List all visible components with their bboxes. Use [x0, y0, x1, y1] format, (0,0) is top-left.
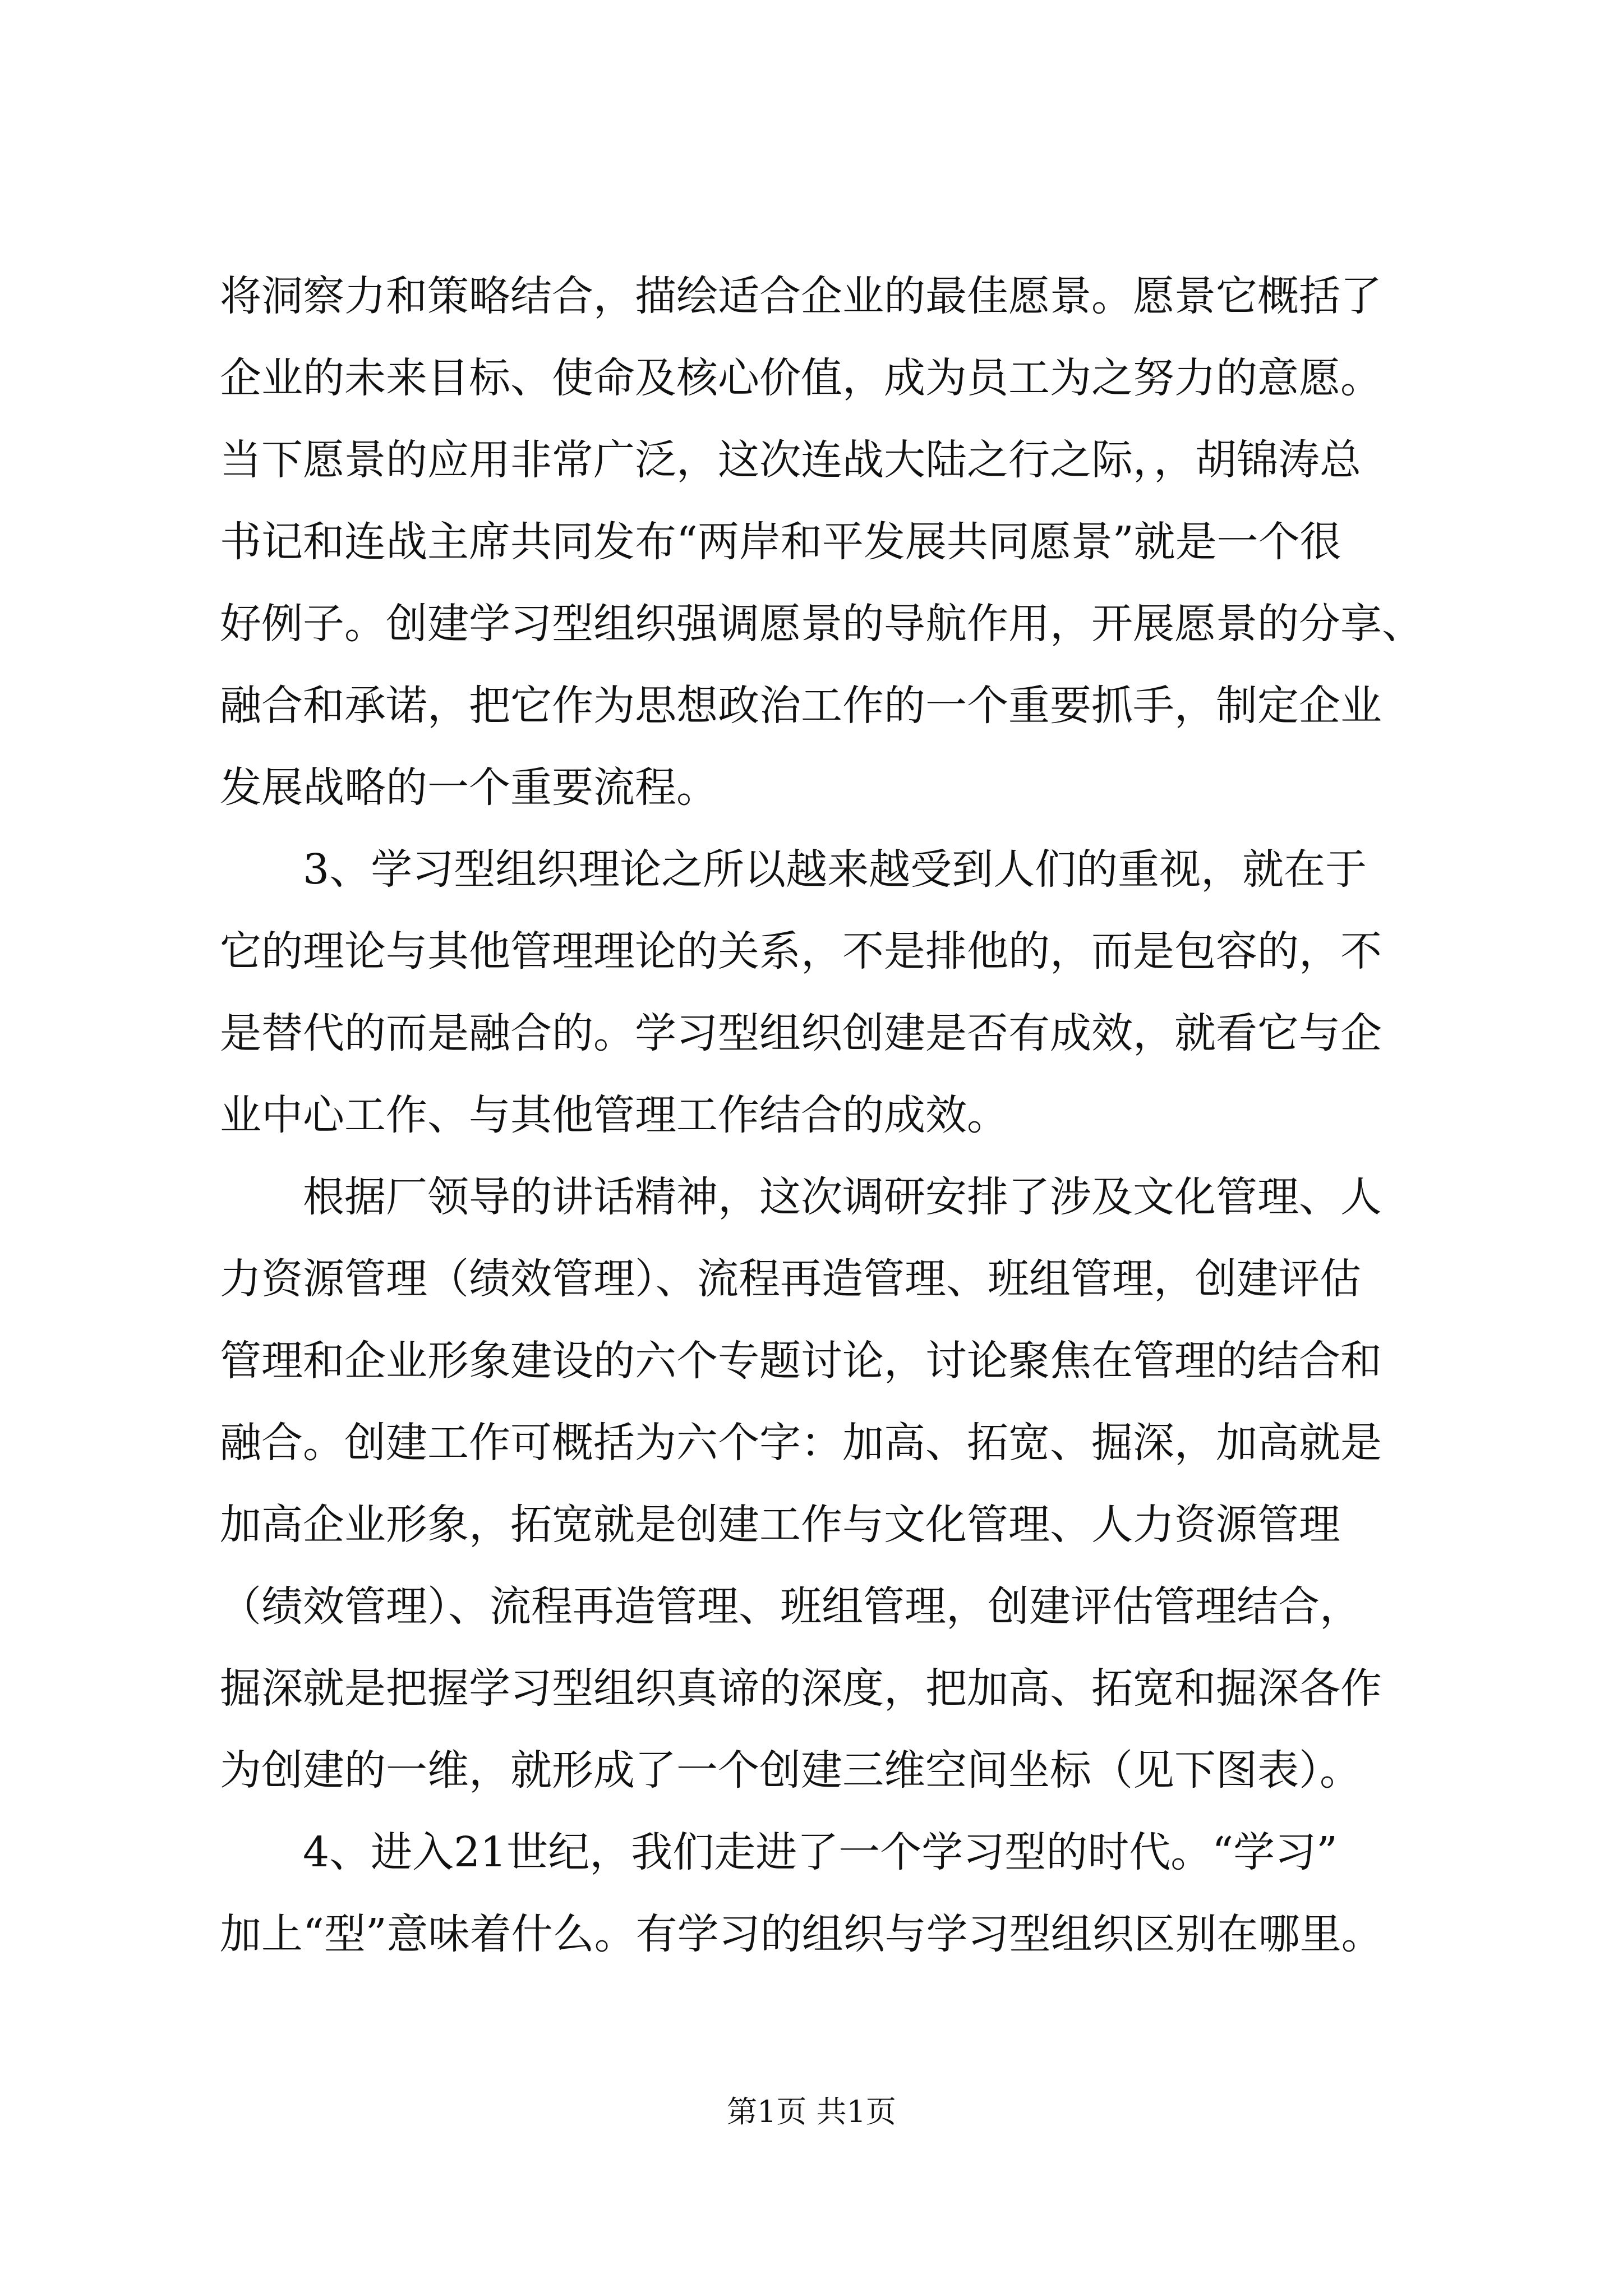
text-line: 掘深就是把握学习型组织真谛的深度，把加高、拓宽和掘深各作 — [220, 1664, 1382, 1713]
text-line: 将洞察力和策略结合，描绘适合企业的最佳愿景。愿景它概括了 — [220, 272, 1382, 320]
text-line: 管理和企业形象建设的六个专题讨论，讨论聚焦在管理的结合和 — [220, 1337, 1382, 1385]
text-line: 它的理论与其他管理理论的关系，不是排他的，而是包容的，不 — [220, 927, 1382, 976]
paragraph-start-line: 根据厂领导的讲话精神，这次调研安排了涉及文化管理、人 — [303, 1173, 1382, 1221]
text-line: 当下愿景的应用非常广泛，这次连战大陆之行之际，，胡锦涛总 — [220, 436, 1361, 484]
text-line: 融合和承诺，把它作为思想政治工作的一个重要抓手，制定企业 — [220, 682, 1382, 730]
paragraph-start-line: 3、学习型组织理论之所以越来越受到人们的重视，就在于 — [303, 845, 1367, 894]
text-line: （绩效管理）、流程再造管理、班组管理，创建评估管理结合， — [220, 1582, 1361, 1631]
text-line: 融合。创建工作可概括为六个字：加高、拓宽、掘深，加高就是 — [220, 1419, 1382, 1467]
page-footer: 第1页 共1页 — [727, 2094, 896, 2129]
text-line: 业中心工作、与其他管理工作结合的成效。 — [220, 1091, 1008, 1139]
text-line: 加上“型”意味着什么。有学习的组织与学习型组织区别在哪里。 — [220, 1910, 1383, 1958]
text-line: 为创建的一维，就形成了一个创建三维空间坐标（见下图表）。 — [220, 1746, 1361, 1795]
text-line: 力资源管理（绩效管理）、流程再造管理、班组管理，创建评估 — [220, 1255, 1361, 1303]
text-line: 好例子。创建学习型组织强调愿景的导航作用，开展愿景的分享、 — [220, 600, 1423, 648]
text-line: 是替代的而是融合的。学习型组织创建是否有成效，就看它与企 — [220, 1009, 1382, 1057]
text-line: 加高企业形象，拓宽就是创建工作与文化管理、人力资源管理 — [220, 1501, 1340, 1549]
text-line: 发展战略的一个重要流程。 — [220, 763, 718, 812]
paragraph-start-line: 4、进入21世纪，我们走进了一个学习型的时代。“学习” — [303, 1828, 1338, 1876]
text-line: 企业的未来目标、使命及核心价值，成为员工为之努力的意愿。 — [220, 354, 1382, 402]
document-body — [220, 255, 1423, 1975]
text-line: 书记和连战主席共同发布“两岸和平发展共同愿景”就是一个很 — [220, 518, 1341, 566]
